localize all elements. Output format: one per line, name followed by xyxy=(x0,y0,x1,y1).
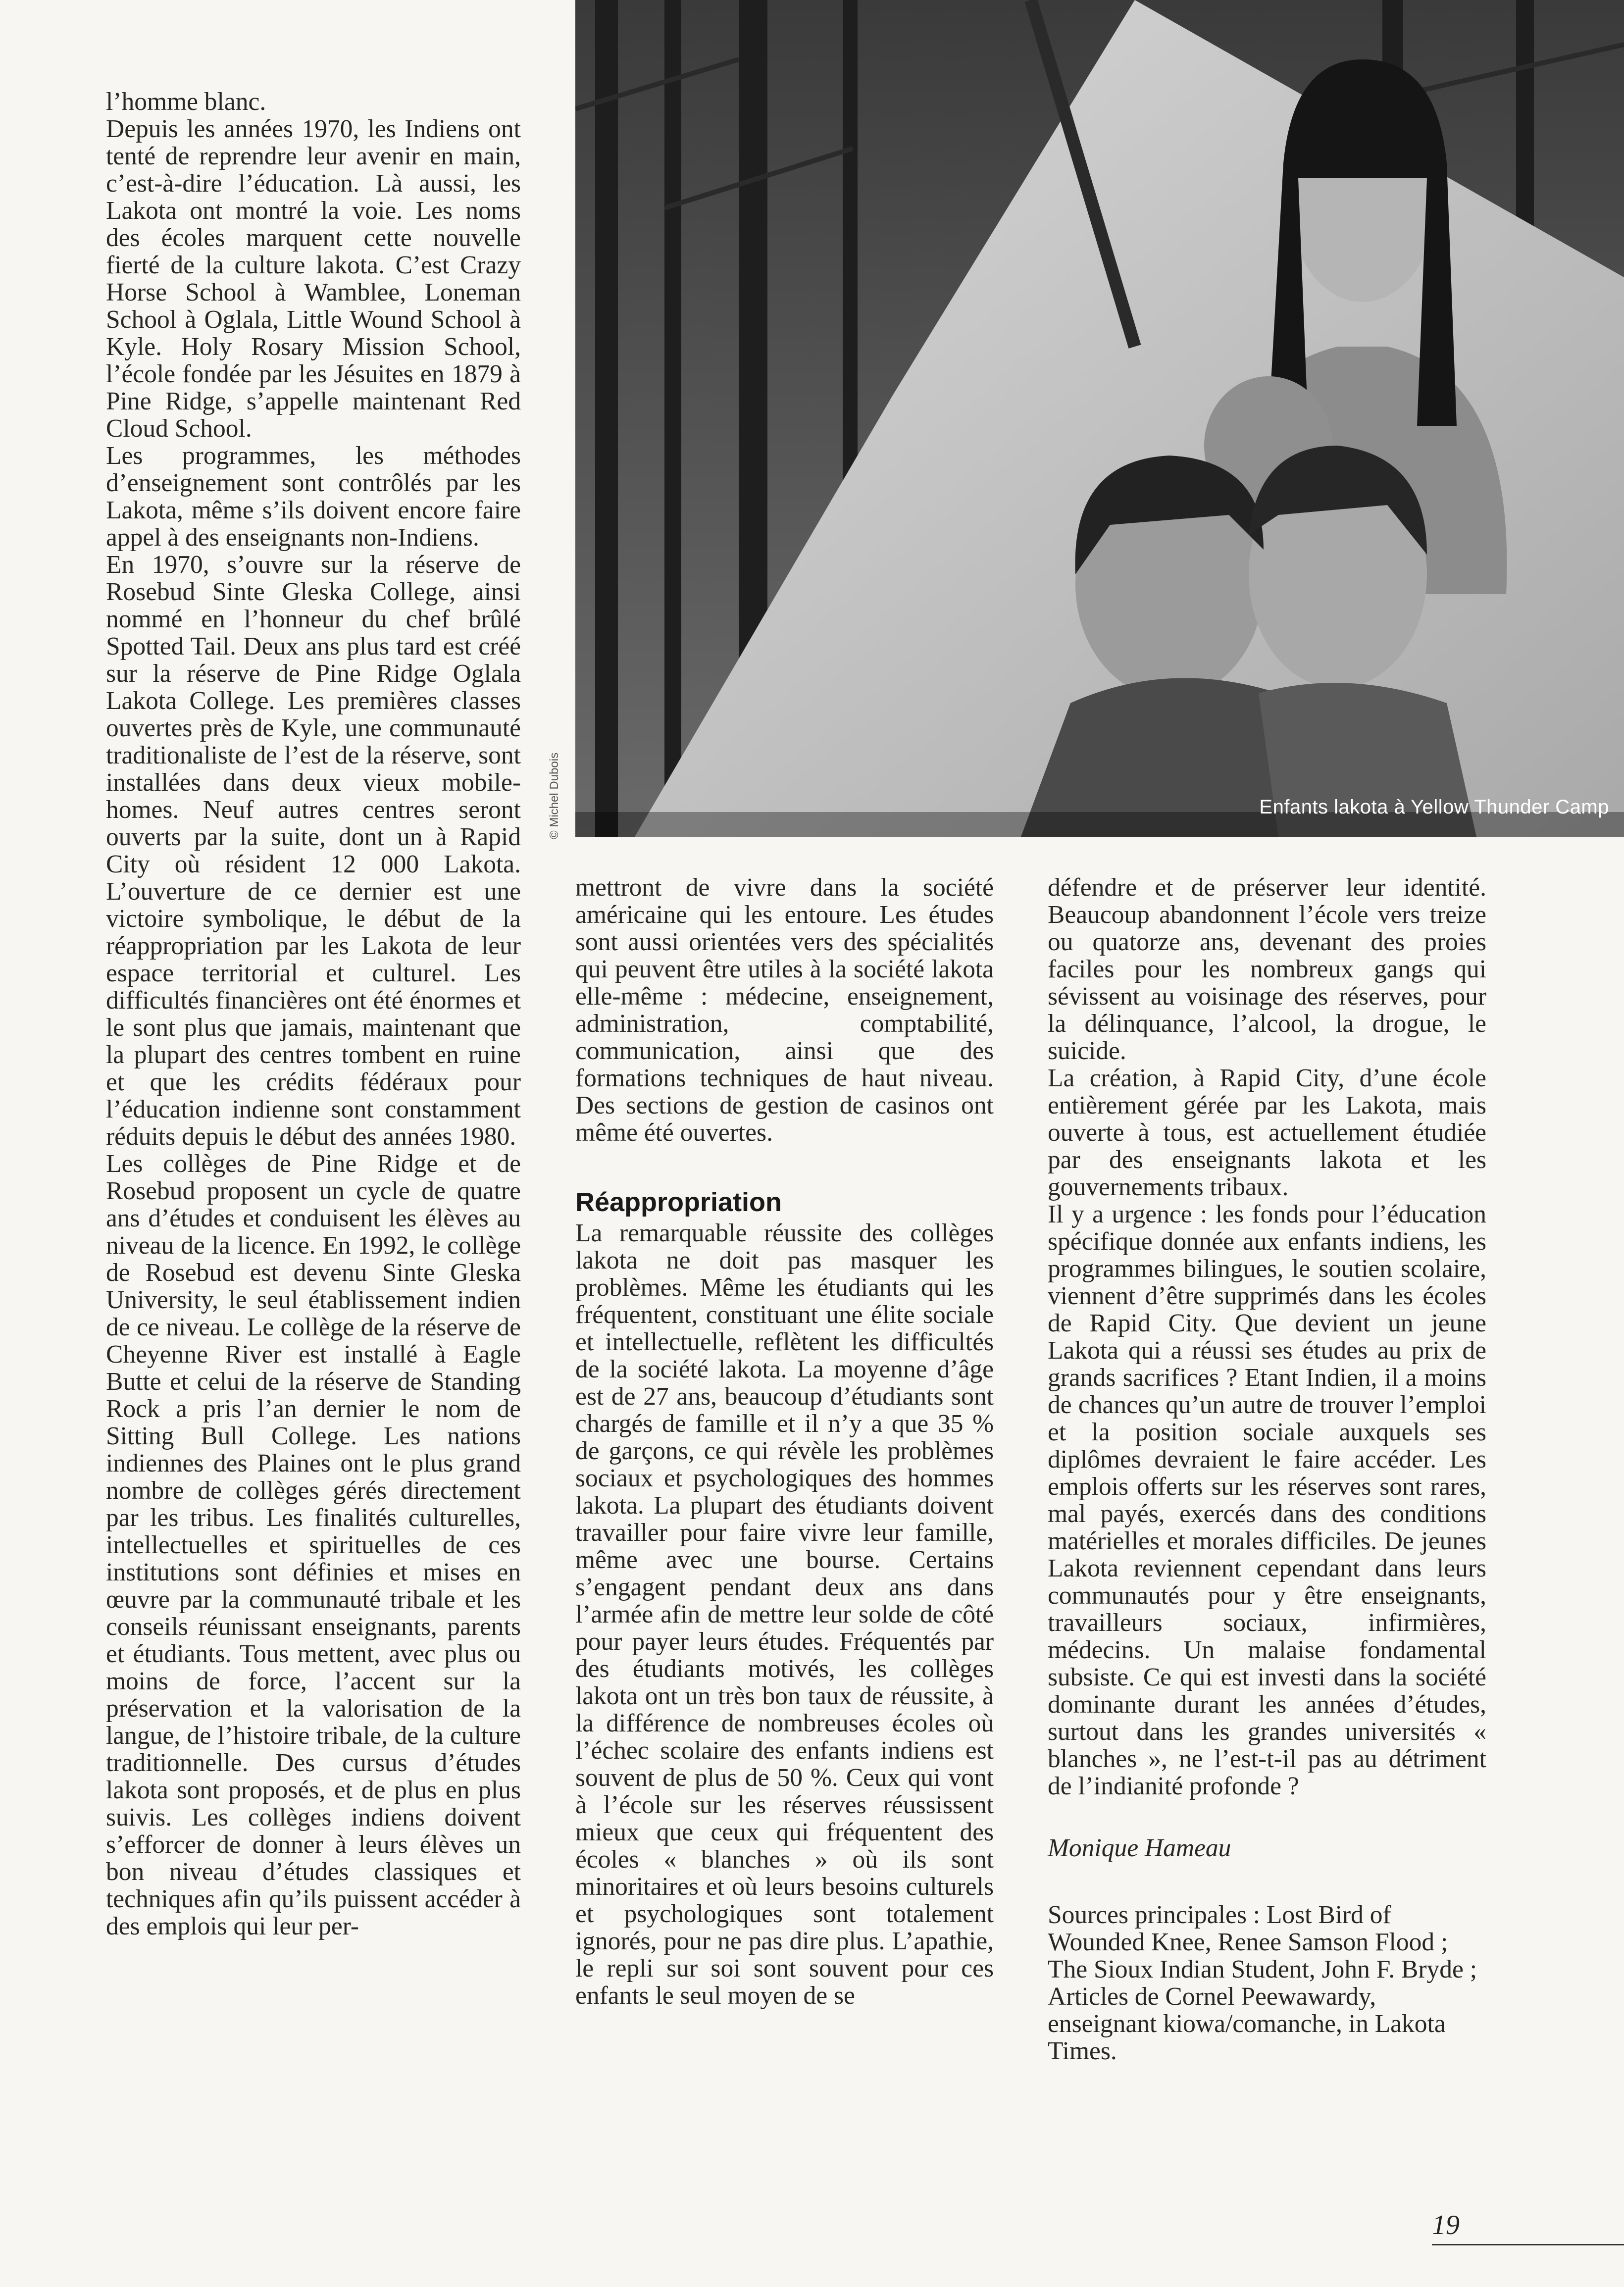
paragraph: Les programmes, les méthodes d’enseignement sont contrôlés par les Lakota, même s’ils doivent encore faire appel à des enseignants non-Indiens. xyxy=(106,442,521,552)
sources-note: Sources principales : Lost Bird of Wounded Knee, Renee Samson Flood ; The Sioux Indian Student, John F. Bryde ; Articles de Cornel Peewawardy, enseignant kiowa/comanche, in Lakota Times. xyxy=(1048,1901,1477,2065)
article-column-2 xyxy=(575,874,994,2009)
paragraph: mettront de vivre dans la société américaine qui les entoure. Les études sont aussi orientées vers des spécialités qui peuvent être utiles à la société lakota elle-même : médecine, enseignement, administration, comptabilité, communication, ainsi que des formations techniques de haut niveau. Des sections de gestion de casinos ont même été ouvertes. xyxy=(575,873,994,1147)
section-heading: Réappropriation xyxy=(575,1187,782,1217)
photo-credit-text: © Michel Dubois xyxy=(548,752,561,839)
paragraph: En 1970, s’ouvre sur la réserve de Rosebud Sinte Gleska College, ainsi nommé en l’honneur du chef brûlé Spotted Tail. Deux ans plus tard est créé sur la réserve de Pine Ridge Oglala Lakota College. Les premières classes ouvertes près de Kyle, une communauté traditionaliste de l’est de la réserve, sont installées dans deux vieux mobile-homes. Neuf autres centres seront ouverts par la suite, dont un à Rapid City où résident 12 000 Lakota. L’ouverture de ce dernier est une victoire symbolique, le début de la réappropriation par les Lakota de leur espace territorial et culturel. Les difficultés financières ont été énormes et le sont plus que jamais, maintenant que la plupart des centres tombent en ruine et que les crédits fédéraux pour l’éducation indienne sont constamment réduits depuis le début des années 1980. xyxy=(106,551,521,1151)
paragraph: Les collèges de Pine Ridge et de Rosebud proposent un cycle de quatre ans d’études et conduisent les élèves au niveau de la licence. En 1992, le collège de Rosebud est devenu Sinte Gleska University, le seul établissement indien de ce niveau. Le collège de la réserve de Cheyenne River est installé à Eagle Butte et celui de la réserve de Standing Rock a pris l’an dernier le nom de Sitting Bull College. Les nations indiennes des Plaines ont le plus grand nombre de collèges gérés directement par les tribus. Les finalités culturelles, intellectuelles et spirituelles de ces institutions sont définies et mises en œuvre par la communauté tribale et les conseils réunissant enseignants, parents et étudiants. Tous mettent, avec plus ou moins de force, l’accent sur la préservation et la valorisation de la langue, de l’histoire tribale, de la culture traditionnelle. Des cursus d’études lakota sont proposés, et de plus en plus suivis. Les collèges indiens doivent s’efforcer de donner à leurs élèves un bon niveau d’études classiques et techniques afin qu’ils puissent accéder à des emplois qui leur per- xyxy=(106,1150,521,1940)
page-number-rule xyxy=(1432,2244,1624,2245)
paragraph: La remarquable réussite des collèges lakota ne doit pas masquer les problèmes. Même les étudiants qui les fréquentent, constituant une élite sociale et intellectuelle, reflètent les difficultés de la société lakota. La moyenne d’âge est de 27 ans, beaucoup d’étudiants sont chargés de famille et il n’y a que 35 % de garçons, ce qui révèle les problèmes sociaux et psychologiques des hommes lakota. La plupart des étudiants doivent travailler pour faire vivre leur famille, même avec une bourse. Certains s’engagent pendant deux ans dans l’armée afin de mettre leur solde de côté pour payer leurs études. Fréquentés par des étudiants motivés, les collèges lakota ont un très bon taux de réussite, à la différence de nombreuses écoles où l’échec scolaire des enfants indiens est souvent de plus de 50 %. Ceux qui vont à l’école sur les réserves réussissent mieux que ceux qui fréquentent des écoles « blanches » où ils sont minoritaires et où leurs besoins culturels et psychologiques sont totalement ignorés, pour ne pas dire plus. L’apathie, le repli sur soi sont souvent pour ces enfants le seul moyen de se xyxy=(575,1219,994,2010)
article-column-1 xyxy=(106,88,521,1940)
paragraph: La création, à Rapid City, d’une école entièrement gérée par les Lakota, mais ouverte à tous, est actuellement étudiée par des enseignants lakota et les gouvernements tribaux. xyxy=(1048,1064,1486,1201)
photo-caption: Enfants lakota à Yellow Thunder Camp xyxy=(1259,796,1609,818)
article-column-3 xyxy=(1048,874,1486,2065)
page-number: 19 xyxy=(1432,2210,1460,2240)
paragraph: l’homme blanc. xyxy=(106,88,266,116)
paragraph: Il y a urgence : les fonds pour l’éducation spécifique donnée aux enfants indiens, les programmes bilingues, le soutien scolaire, viennent d’être supprimés dans les écoles de Rapid City. Que devient un jeune Lakota qui a réussi ses études au prix de grands sacrifices ? Etant Indien, il a moins de chances qu’un autre de trouver l’emploi et la position sociale auxquels ses diplômes devraient le faire accéder. Les emplois offerts sur les réserves sont rares, mal payés, exercés dans des conditions matérielles et morales difficiles. De jeunes Lakota reviennent cependant dans leurs communautés pour y être enseignants, travailleurs sociaux, infirmières, médecins. Un malaise fondamental subsiste. Ce qui est investi dans la société dominante durant les années d’études, surtout dans les grandes universités « blanches », ne l’est-t-il pas au détriment de l’indianité profonde ? xyxy=(1048,1200,1486,1800)
photo-credit xyxy=(544,743,568,842)
photo-lakota-children xyxy=(575,0,1624,837)
paragraph: défendre et de préserver leur identité. Beaucoup abandonnent l’école vers treize ou quatorze ans, devenant des proies faciles pour les nombreux gangs qui sévissent au voisinage des réserves, pour la délinquance, l’alcool, la drogue, le suicide. xyxy=(1048,873,1486,1065)
paragraph: Depuis les années 1970, les Indiens ont tenté de reprendre leur avenir en main, c’est-à-dire l’éducation. Là aussi, les Lakota ont montré la voie. Les noms des écoles marquent cette nouvelle fierté de la culture lakota. C’est Crazy Horse School à Wamblee, Loneman School à Oglala, Little Wound School à Kyle. Holy Rosary Mission School, l’école fondée par les Jésuites en 1879 à Pine Ridge, s’appelle maintenant Red Cloud School. xyxy=(106,115,521,443)
author-signature: Monique Hameau xyxy=(1048,1834,1231,1862)
